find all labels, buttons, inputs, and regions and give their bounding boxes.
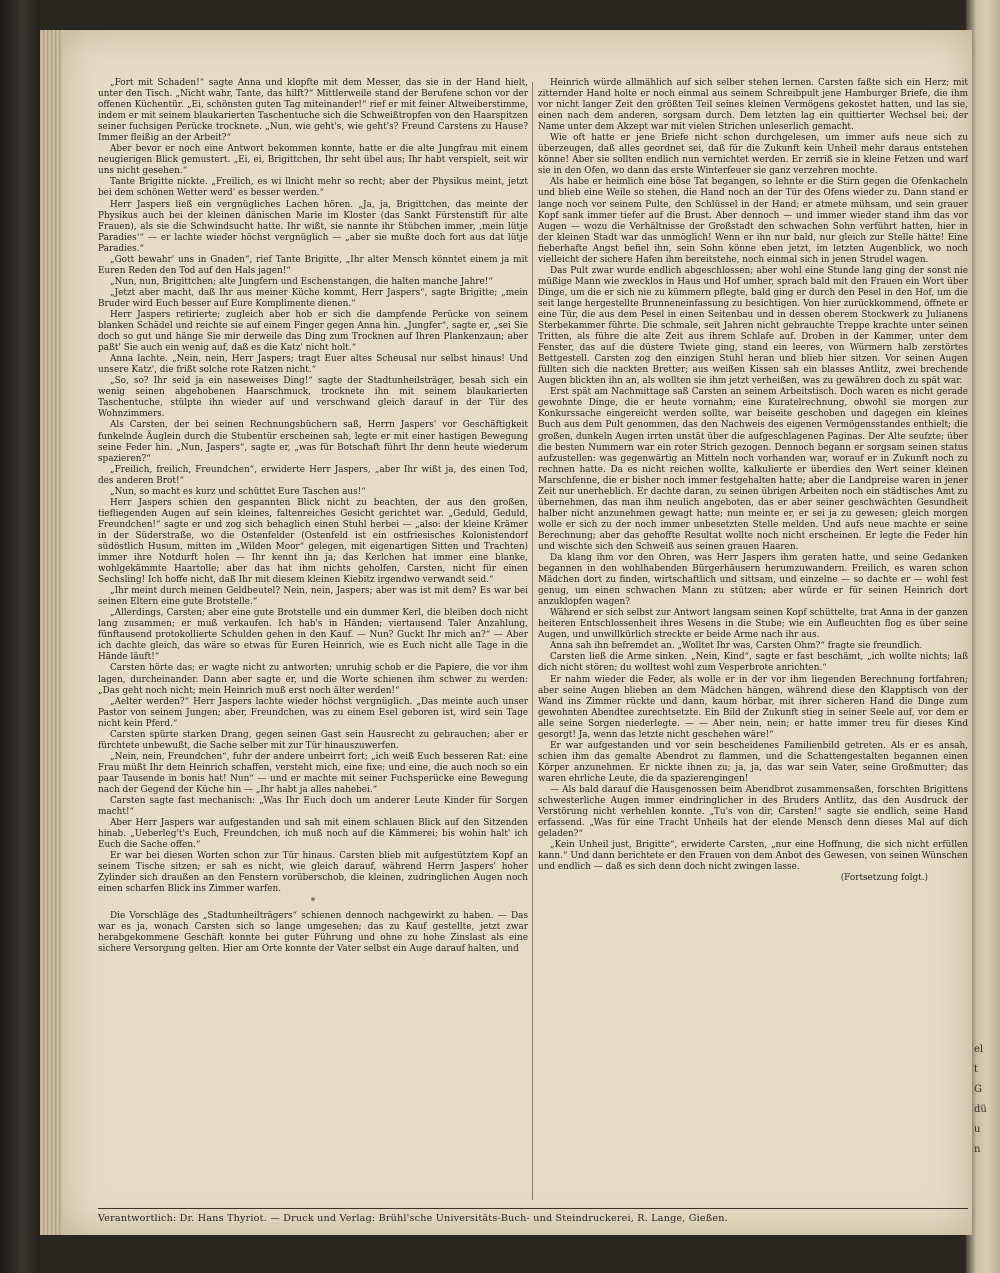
paragraph: Wie oft hatte er jene Briefe nicht schon durchgelesen, um immer aufs neue sich zu überzeugen, daß alles geordnet sei, daß für die Zukunft kein Unheil mehr daraus entstehen könne! Aber sie sollten endlich nun vernichtet werden. Er zerriß sie in kleine Fetzen und warf sie in den Ofen, wo dann das erste Winterfeuer sie ganz verzehren mochte. (538, 133, 968, 177)
margin-fragment: n (974, 1144, 981, 1155)
paragraph: Er war aufgestanden und vor sein bescheidenes Familienbild getreten. Als er es ansah, schien ihm das gemalte Abendrot zu flammen, und die Schattengestalten begannen einen Körper anzunehmen. Er nickte ihnen zu; ja, ja, das war sein Vater, seine Großmutter; das waren ehrliche Leute, die da spazierengingen! (538, 740, 968, 784)
margin-fragment: t (974, 1064, 979, 1075)
paragraph: * (310, 897, 316, 908)
paragraph: „Freilich, freilich, Freundchen“, erwiderte Herr Jaspers, „aber Ihr wißt ja, des einen Tod, des anderen Brot!“ (98, 464, 528, 486)
paragraph: Er nahm wieder die Feder, als wolle er in der vor ihm liegenden Berechnung fortfahren; aber seine Augen blieben an dem Mädchen hängen, während diese den Klapptisch von der Wand ins Zimmer rückte und dann, kaum hörbar, mit ihrer sicheren Hand die Dinge zum gewohnten Abendtee zurechtsetzte. Ein Bild der Zukunft stieg in seiner Seele auf, vor dem er alle seine Sorgen niederlegte. — — Aber nein, nein; er hatte immer treu für dieses Kind gesorgt! Ja, wenn das letzte nicht geschehen wäre!“ (538, 674, 968, 740)
paragraph: Die Vorschläge des „Stadtunheilträgers“ schienen dennoch nachgewirkt zu haben. — Das war es ja, wonach Carsten sich so lange umgesehen; das zu Kauf gestellte, jetzt zwar herabgekommene Geschäft konnte bei guter Führung und ohne zu hohe Zinslast als eine sichere Versorgung gelten. Hier am Orte konnte der Vater selbst ein Auge darauf halten, und (98, 910, 528, 954)
paragraph: Anna lachte. „Nein, nein, Herr Jaspers; tragt Euer altes Scheusal nur selbst hinaus! Und unsere Katz', die frißt solche rote Ratzen nicht.“ (98, 354, 528, 376)
paragraph: „Kein Unheil just, Brigitte“, erwiderte Carsten, „nur eine Hoffnung, die sich nicht erfüllen kann.“ Und dann berichtete er den Frauen von dem Anbot des Gewesen, von seinen Wünschen und endlich — daß es sich denn doch nicht zwingen lasse. (538, 840, 968, 873)
paragraph: „Nun, nun, Brigittchen; alte Jungfern und Eschenstangen, die halten manche Jahre!“ (110, 276, 493, 287)
newspaper-page (62, 30, 972, 1235)
paragraph: Herr Jaspers retirierte; zugleich aber hob er sich die dampfende Perücke von seinem blanken Schädel und reichte sie auf einem Finger gegen Anna hin. „Jungfer“, sagte er, „sei Sie doch so gut und hänge Sie mir derweile das Ding zum Trocknen auf Ihren Plankenzaun; aber paßt' Sie auch ein wenig auf, daß es die Katz' nicht holt.“ (98, 309, 528, 354)
paragraph: Herr Jaspers ließ ein vergnügliches Lachen hören. „Ja, ja, Brigittchen, das meinte der Physikus auch bei der kleinen dänischen Marie im Kloster (das Sankt Fürstenstift für alte Frauen), als sie die Schwindsucht hatte. Ihr wißt, sie nannte ihr Stübchen immer, ‚mein lütje Paradies‘“ — er lachte wieder höchst vergnüglich — „aber sie mußte doch fort aus dat lütje Paradies.“ (98, 199, 528, 254)
left-text-column (98, 78, 528, 1203)
paragraph: Carsten spürte starken Drang, gegen seinen Gast sein Hausrecht zu gebrauchen; aber er fürchtete unbewußt, die Sache selber mit zur Tür hinauszuwerfen. (98, 729, 528, 751)
paragraph: „Ihr meint durch meinen Geldbeutel? Nein, nein, Jaspers; aber was ist mit dem? Es war bei seinen Eltern eine gute Brotstelle.“ (98, 586, 528, 608)
paragraph: Aber bevor er noch eine Antwort bekommen konnte, hatte er die alte Jungfrau mit einem neugierigen Blick gemustert. „Ei, ei, Brigittchen, Ihr seht übel aus; Ihr habt verspielt, seit wir uns nicht gesehen.“ (98, 144, 528, 177)
paragraph: Er war bei diesen Worten schon zur Tür hinaus. Carsten blieb mit aufgestütztem Kopf an seinem Tische sitzen; er sah es nicht, wie gleich darauf, während Herrn Jaspers' hoher Zylinder sich draußen an den Fenstern vorüberschob, die kleinen, zudringlichen Augen noch einen scharfen Blick ins Zimmer warfen. (98, 851, 528, 895)
paragraph: „Jetzt aber macht, daß Ihr aus meiner Küche kommt, Herr Jaspers“, sagte Brigitte; „mein Bruder wird Euch besser auf Eure Komplimente dienen.“ (98, 287, 528, 309)
margin-fragment: u (974, 1124, 981, 1135)
paragraph: Tante Brigitte nickte. „Freilich, es wi llnicht mehr so recht; aber der Physikus meint, jetzt bei dem schönen Wetter werd' es besser werden.“ (98, 177, 528, 199)
paragraph: „Fort mit Schaden!“ sagte Anna und klopfte mit dem Messer, das sie in der Hand hielt, unter den Tisch. „Nicht wahr, Tante, das hilft?“ Mittlerweile stand der Berufene schon vor der offenen Küchentür. „Ei, schönsten guten Tag miteinander!“ rief er mit feiner Altweiberstimme, indem er mit seinem blaukarierten Taschentuche sich die Schweißtropfen von den Haarspitzen seiner fuchsigen Perücke trocknete. „Nun, wie geht's, wie geht's? Freund Carstens zu Hause? Immer fleißig an der Arbeit?“ (98, 78, 528, 144)
paragraph: Da klang ihm vor den Ohren, was Herr Jaspers ihm geraten hatte, und seine Gedanken begannen in den wohlhabenden Bürgerhäusern herumzuwandern. Freilich, es waren schon Mädchen dort zu finden, wirtschaftlich und sittsam, und einzelne — so dachte er — wohl fest genug, um einen schwachen Mann zu stützen; aber würde er für seinen Heinrich dort anzuklopfen wagen? (538, 553, 968, 608)
paragraph: „Nein, nein, Freundchen“, fuhr der andere unbeirrt fort; „ich weiß Euch besseren Rat: eine Frau müßt Ihr dem Heinrich schaffen, versteht mich, eine fixe; und eine, die auch noch so ein paar Tausende in bonis hat! Nun“ — und er machte mit seiner Fuchsperücke eine Bewegung nach der Gegend der Küche hin — „Ihr habt ja alles nahebei.“ (98, 751, 528, 795)
adjacent-page-margin-text (974, 1040, 996, 1160)
paragraph: Heinrich würde allmählich auf sich selber stehen lernen. Carsten faßte sich ein Herz; mit zitternder Hand holte er noch einmal aus seinem Schreibpult jene Hamburger Briefe, die ihm vor nicht langer Zeit den größten Teil seines kleinen Vermögens gekostet hatten, und las sie, einen nach dem anderen, sorgsam durch. Dem letzten lag ein quittierter Wechsel bei; der Name unter dem Akzept war mit vielen Strichen unleserlich gemacht. (538, 78, 968, 133)
paragraph: „Nun, so macht es kurz und schüttet Eure Taschen aus!“ (110, 486, 366, 497)
paragraph: Carsten ließ die Arme sinken. „Nein, Kind“, sagte er fast beschämt, „ich wollte nichts; laß dich nicht stören; du wolltest wohl zum Vesperbrote anrichten.“ (538, 652, 968, 674)
column-divider (532, 82, 533, 1200)
paragraph: Während er sich selbst zur Antwort langsam seinen Kopf schüttelte, trat Anna in der ganzen heiteren Entschlossenheit ihres Wesens in die Stube; wie ein Aufleuchten flog es über seine Augen, und unwillkürlich streckte er beide Arme nach ihr aus. (538, 608, 968, 641)
paragraph: „Allerdings, Carsten; aber eine gute Brotstelle und ein dummer Kerl, die bleiben doch nicht lang zusammen; er muß verkaufen. Ich hab's in Händen; viertausend Taler Anzahlung, fünftausend protokollierte Schulden gehen in den Kauf. — Nun? Guckt Ihr mich an?“ — Aber ich dachte gleich, das wäre so etwas für Euren Heinrich, wie es Euch nicht alle Tage in die Hände läuft!“ (98, 608, 528, 663)
paragraph: Herr Jaspers schien den gespannten Blick nicht zu beachten, der aus den großen, tiefliegenden Augen auf sein kleines, faltenreiches Gesicht gerichtet war. „Geduld, Geduld, Freundchen!“ sagte er und zog sich behaglich einen Stuhl herbei — „also: der kleine Krämer in der Süderstraße, wo die Ostenfelder (Ostenfeld ist ein ostfriesisches Kolonistendorf südöstlich Husum, mitten im „Wilden Moor“ gelegen, mit eigenartigen Sitten und Trachten) immer ihre Notdurft holen — Ihr kennt ihn ja; das Kerlchen hat immer eine blanke, wohlgekämmte Haartolle; aber das hat ihm nichts geholfen, Carsten, nicht für einen Sechsling! Ich hoffe nicht, daß Ihr mit diesem kleinen Kiebitz irgendwo verwandt seid.“ (98, 497, 528, 586)
imprint-footer: Verantwortlich: Dr. Hans Thyriot. — Druck und Verlag: Brühl'sche Universitäts-Buch- und Steindruckerei, R. Lange, Gießen. (98, 1213, 728, 1224)
paragraph: Carsten sagte fast mechanisch: „Was Ihr Euch doch um anderer Leute Kinder für Sorgen macht!“ (98, 796, 528, 818)
paragraph: — Als bald darauf die Hausgenossen beim Abendbrot zusammensaßen, forschten Brigittens schwesterliche Augen immer eindringlicher in des Bruders Antlitz, das den Ausdruck der Verstörung nicht verhehlen konnte. „Tu's von dir, Carsten!“ sagte sie endlich, seine Hand erfassend. „Was für eine Tracht Unheils hat der elende Mensch denn dieses Mal auf dich geladen?“ (538, 785, 968, 840)
paragraph: Als Carsten, der bei seinen Rechnungsbüchern saß, Herrn Jaspers' vor Geschäftigkeit funkelnde Äuglein durch die Stubentür erscheinen sah, legte er mit einer hastigen Bewegung seine Feder hin. „Nun, Jaspers“, sagte er, „was für Botschaft führt Ihr denn heute wiederum spazieren?“ (98, 420, 528, 464)
margin-fragment: el (974, 1044, 984, 1055)
paragraph: „Gott bewahr' uns in Gnaden“, rief Tante Brigitte, „Ihr alter Mensch könntet einem ja mit Euren Reden den Tod auf den Hals jagen!“ (98, 254, 528, 276)
margin-fragment: G (974, 1084, 982, 1095)
paragraph: Anna sah ihn befremdet an. „Wolltet Ihr was, Carsten Ohm?“ fragte sie freundlich. (550, 641, 923, 652)
paragraph: Das Pult zwar wurde endlich abgeschlossen; aber wohl eine Stunde lang ging der sonst nie müßige Mann wie zwecklos in Haus und Hof umher, sprach bald mit den Frauen ein Wort über Dinge, um die er sich nie zu kümmern pflegte, bald ging er durch den Pesel in den Hof, um die seit lange hergestellte Brunneneinfassung zu besichtigen. Von hier zurückkommend, öffnete er eine Tür, die aus dem Pesel in einen Seitenbau und in dessen oberem Stockwerk zu Julianens Sterbekammer führte. Die schmale, seit Jahren nicht gebrauchte Treppe krachte unter seinen Tritten, als führe die alte Zeit aus ihrem Schlafe auf. Droben in der Kammer, unter dem Fenster, das auf die düstere Twiete ging, stand ein leeres, von Würmern halb zerstörtes Bettgestell. Carsten zog den einzigen Stuhl heran und blieb hier sitzen. Vor seinen Augen füllten sich die nackten Bretter; aus weißen Kissen sah ein blasses Antlitz, zwei brechende Augen blickten ihn an, als wollten sie ihm jetzt verheißen, was zu gewähren doch zu spät war. (538, 265, 968, 387)
paragraph: „Aelter werden?“ Herr Jaspers lachte wieder höchst vergnüglich. „Das meinte auch unser Pastor von seinem Jungen; aber, Freundchen, was zu einem Esel geboren ist, wird sein Tage nicht kein Pferd.“ (98, 696, 528, 729)
paragraph: (Fortsetzung folgt.) (840, 873, 928, 884)
paragraph: „So, so? Ihr seid ja ein naseweises Ding!“ sagte der Stadtunheilsträger, besah sich ein wenig seinen abgehobenen Haarschmuck, trocknete ihn mit seinem blaukarierten Taschentuche, stülpte ihn wieder auf und verschwand gleich darauf in der Tür des Wohnzimmers. (98, 376, 528, 420)
paragraph: Aber Herr Jaspers war aufgestanden und sah mit einem schlauen Blick auf den Sitzenden hinab. „Ueberleg't's Euch, Freundchen, ich muß noch auf die Kämmerei; bis wohin halt' ich Euch die Sache offen.“ (98, 818, 528, 851)
book-binding (0, 0, 40, 1273)
paragraph: Carsten hörte das; er wagte nicht zu antworten; unruhig schob er die Papiere, die vor ihm lagen, durcheinander. Dann aber sagte er, und die Worte schienen ihm schwer zu werden: „Das geht noch nicht; mein Heinrich muß erst noch älter werden!“ (98, 663, 528, 696)
paragraph: Erst spät am Nachmittage saß Carsten an seinem Arbeitstisch. Doch waren es nicht gerade gewohnte Dinge, die er heute vornahm; eine Kuratelrechnung, obwohl sie morgen zur Konkurssache eingereicht werden sollte, war beiseite geschoben und dagegen ein kleines Buch aus dem Pult genommen, das den Nachweis des eigenen Vermögensstandes enthielt; die großen, dunkeln Augen irrten unstät über die aufgeschlagenen Paginas. Der Alte seufzte; über die besten Nummern war ein roter Strich gezogen. Dennoch begann er sorgsam seinen status aufzustellen: was gegenwärtig an Mitteln noch vorhanden war, worauf er in Zukunft noch zu rechnen hatte. Da es nicht reichen wollte, kalkulierte er überdies den Wert seiner kleinen Marschfenne, die er bisher noch immer festgehalten hatte; aber die Landpreise waren in jener Zeit nur unerheblich. Er dachte daran, zu seinen übrigen Arbeiten noch ein städtisches Amt zu übernehmen, das man ihm neulich angeboten, das er aber seiner geschwächten Gesundheit halber nicht anzunehmen gewagt hatte; nun meinte er, er sei ja zu gewesen; gleich morgen wolle er sich zu der noch immer unbesetzten Stelle melden. Und aufs neue machte er seine Berechnung; aber das gehoffte Resultat wollte noch nicht erscheinen. Er legte die Feder hin und wischte sich den Schweiß aus seinen grauen Haaren. (538, 387, 968, 552)
paragraph: Als habe er heimlich eine böse Tat begangen, so lehnte er die Stirn gegen die Ofenkacheln und blieb eine Weile so stehen, die Hand noch an der Tür des Ofens wieder zu. Dann stand er lange noch vor seinem Pulte, den Schlüssel in der Hand; er atmete mühsam, und sein grauer Kopf sank immer tiefer auf die Brust. Aber dennoch — und immer wieder stand ihm das vor Augen — wozu die Verhältnisse der Großstadt den schwachen Sohn verführt hatten, hier in der kleinen Stadt war das unmöglich! Wenn er ihn nur bald, nur gleich zur Stelle hätte! Eine fieberhafte Angst befiel ihn, sein Sohn könne eben jetzt, im letzten Augenblick, wo noch vielleicht der sichere Hafen ihm bereitstehe, noch einmal sich in jenen Strudel wagen. (538, 177, 968, 265)
margin-fragment: dü (974, 1104, 987, 1115)
footer-rule (98, 1208, 968, 1209)
right-text-column (538, 78, 968, 1203)
